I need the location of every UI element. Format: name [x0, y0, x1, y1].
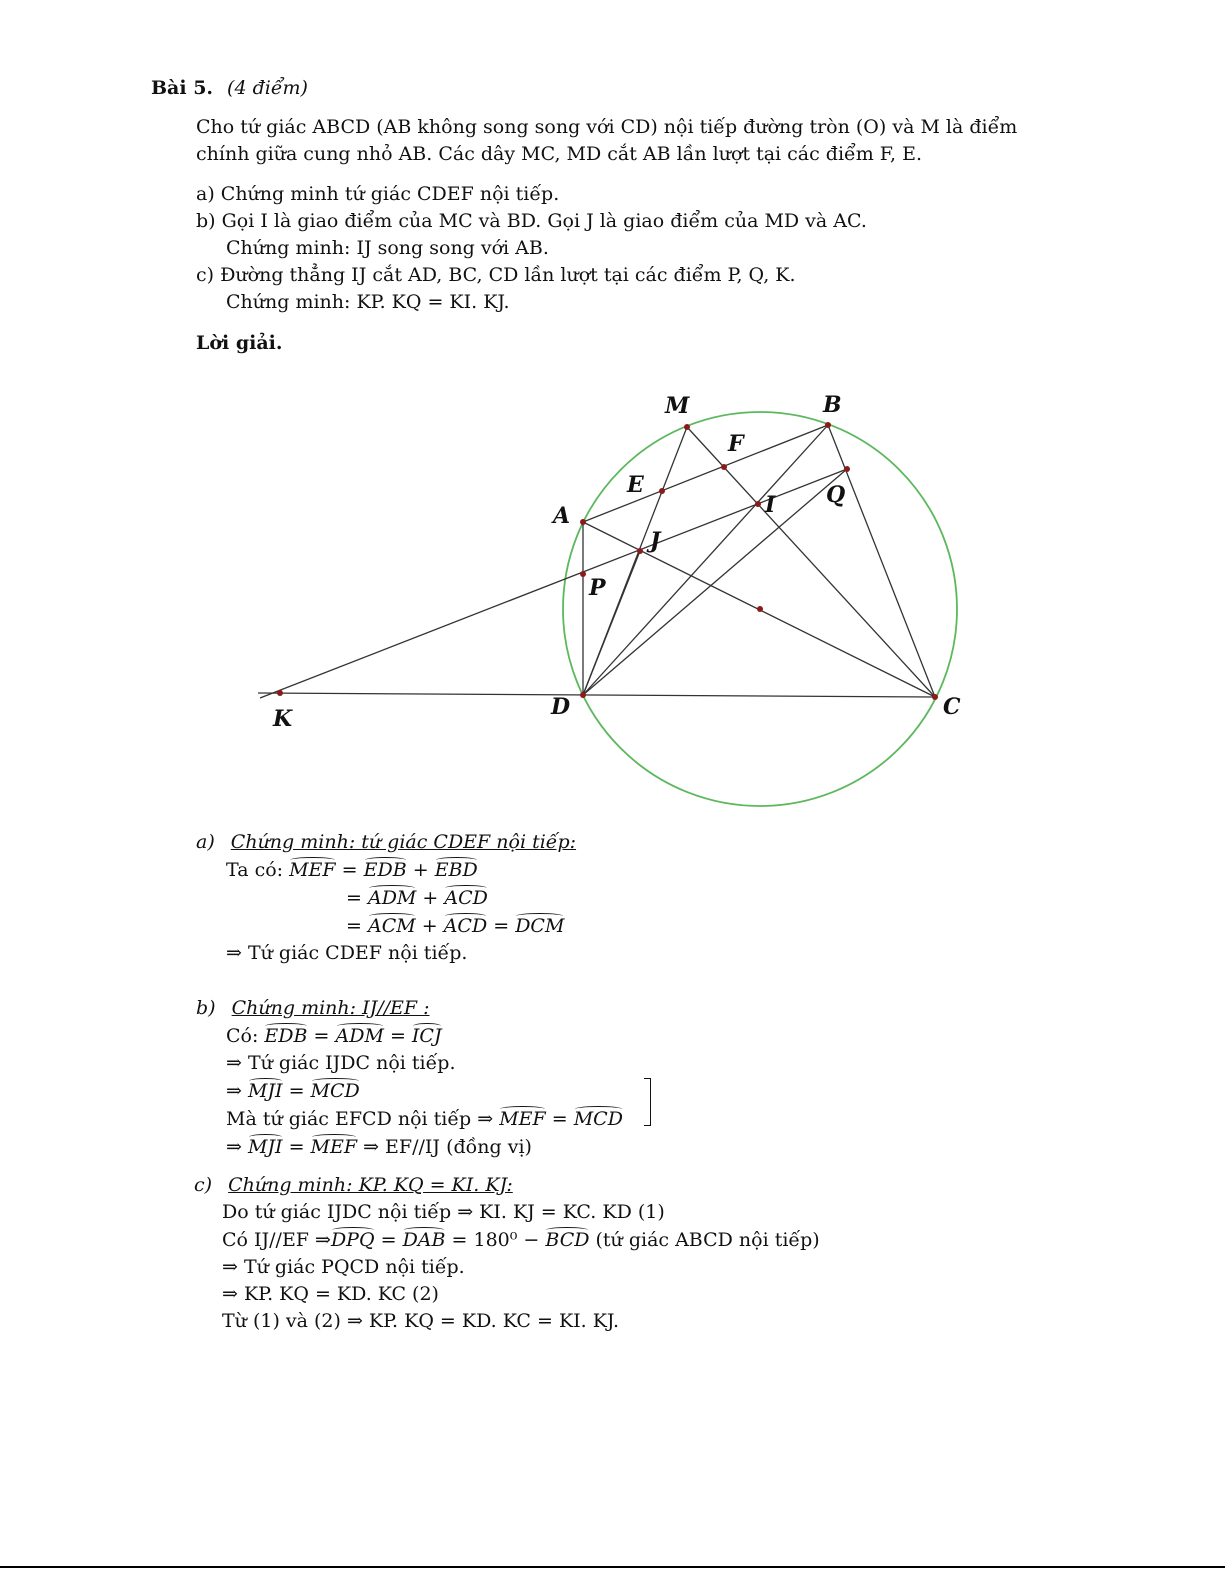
- segment-kc: [258, 693, 935, 697]
- segment-ab: [583, 425, 828, 522]
- part-c-line-2: Có IJ//EF ⇒DPQ = DAB = 180⁰ − BCD (tứ giác ABCD nội tiếp): [222, 1229, 820, 1251]
- bracket-mark: [644, 1078, 651, 1126]
- segment-dj: [583, 551, 640, 695]
- part-a-line-2: = ADM + ACD: [346, 887, 488, 909]
- label-m: M: [665, 393, 690, 419]
- point-e: [659, 488, 665, 494]
- label-q: Q: [826, 482, 846, 508]
- solution-heading: Lời giải.: [196, 332, 283, 354]
- part-b-line-3: ⇒ MJI = MCD: [226, 1080, 360, 1102]
- part-b-line-5: ⇒ MJI = MEF ⇒ EF//IJ (đồng vị): [226, 1136, 532, 1158]
- problem-part-c-line-1: c) Đường thẳng IJ cắt AD, BC, CD lần lượt tại các điểm P, Q, K.: [196, 264, 796, 286]
- problem-points: (4 điểm): [227, 77, 308, 99]
- point-q: [844, 466, 850, 472]
- label-p: P: [589, 575, 606, 601]
- label-a: A: [553, 503, 571, 529]
- part-a-heading: a) Chứng minh: tứ giác CDEF nội tiếp:: [196, 831, 577, 853]
- figure-points: [277, 422, 938, 700]
- segment-bd: [583, 425, 828, 695]
- part-c-line-4: ⇒ KP. KQ = KD. KC (2): [222, 1283, 439, 1305]
- part-a-line-1: Ta có: MEF = EDB + EBD: [226, 859, 478, 881]
- point-p: [580, 571, 586, 577]
- problem-line-2: chính giữa cung nhỏ AB. Các dây MC, MD cắt AB lần lượt tại các điểm F, E.: [196, 143, 922, 165]
- problem-number: Bài 5.: [151, 77, 214, 99]
- point-k: [277, 690, 283, 696]
- label-e: E: [627, 472, 644, 498]
- point-o: [757, 606, 763, 612]
- problem-line-1: Cho tứ giác ABCD (AB không song song với CD) nội tiếp đường tròn (O) và M là điểm: [196, 116, 1018, 138]
- label-c: C: [943, 694, 961, 720]
- part-b-line-4: Mà tứ giác EFCD nội tiếp ⇒ MEF = MCD: [226, 1108, 623, 1130]
- part-c-line-3: ⇒ Tứ giác PQCD nội tiếp.: [222, 1256, 465, 1278]
- part-c-line-1: Do tứ giác IJDC nội tiếp ⇒ KI. KJ = KC. KD (1): [222, 1201, 665, 1223]
- page-bottom-rule: [0, 1566, 1225, 1568]
- point-f: [721, 464, 727, 470]
- part-a-line-3: = ACM + ACD = DCM: [346, 915, 565, 937]
- point-d: [580, 692, 586, 698]
- point-a: [580, 519, 586, 525]
- point-i: [755, 501, 761, 507]
- point-c: [932, 694, 938, 700]
- problem-part-b-line-1: b) Gọi I là giao điểm của MC và BD. Gọi J là giao điểm của MD và AC.: [196, 210, 867, 232]
- part-c-heading: c) Chứng minh: KP. KQ = KI. KJ:: [194, 1174, 513, 1196]
- label-i: I: [765, 492, 776, 518]
- point-b: [825, 422, 831, 428]
- problem-part-b-line-2: Chứng minh: IJ song song với AB.: [226, 237, 549, 259]
- segment-bc: [828, 425, 935, 697]
- label-j: J: [650, 528, 661, 554]
- part-b-line-1: Có: EDB = ADM = ICJ: [226, 1025, 442, 1047]
- part-c-line-5: Từ (1) và (2) ⇒ KP. KQ = KD. KC = KI. KJ.: [222, 1310, 620, 1332]
- problem-part-a: a) Chứng minh tứ giác CDEF nội tiếp.: [196, 183, 560, 205]
- figure-labels: [272, 392, 961, 732]
- problem-part-c-line-2: Chứng minh: KP. KQ = KI. KJ.: [226, 291, 510, 313]
- point-j: [637, 548, 643, 554]
- part-a-conclusion: ⇒ Tứ giác CDEF nội tiếp.: [226, 942, 468, 964]
- label-k: K: [273, 706, 293, 732]
- label-b: B: [823, 392, 842, 418]
- point-m: [684, 424, 690, 430]
- segment-dq: [583, 469, 847, 695]
- part-b-line-2: ⇒ Tứ giác IJDC nội tiếp.: [226, 1052, 456, 1074]
- part-b-heading: b) Chứng minh: IJ//EF :: [196, 997, 430, 1019]
- label-f: F: [728, 431, 744, 457]
- figure-segments: [258, 425, 935, 698]
- label-d: D: [551, 694, 571, 720]
